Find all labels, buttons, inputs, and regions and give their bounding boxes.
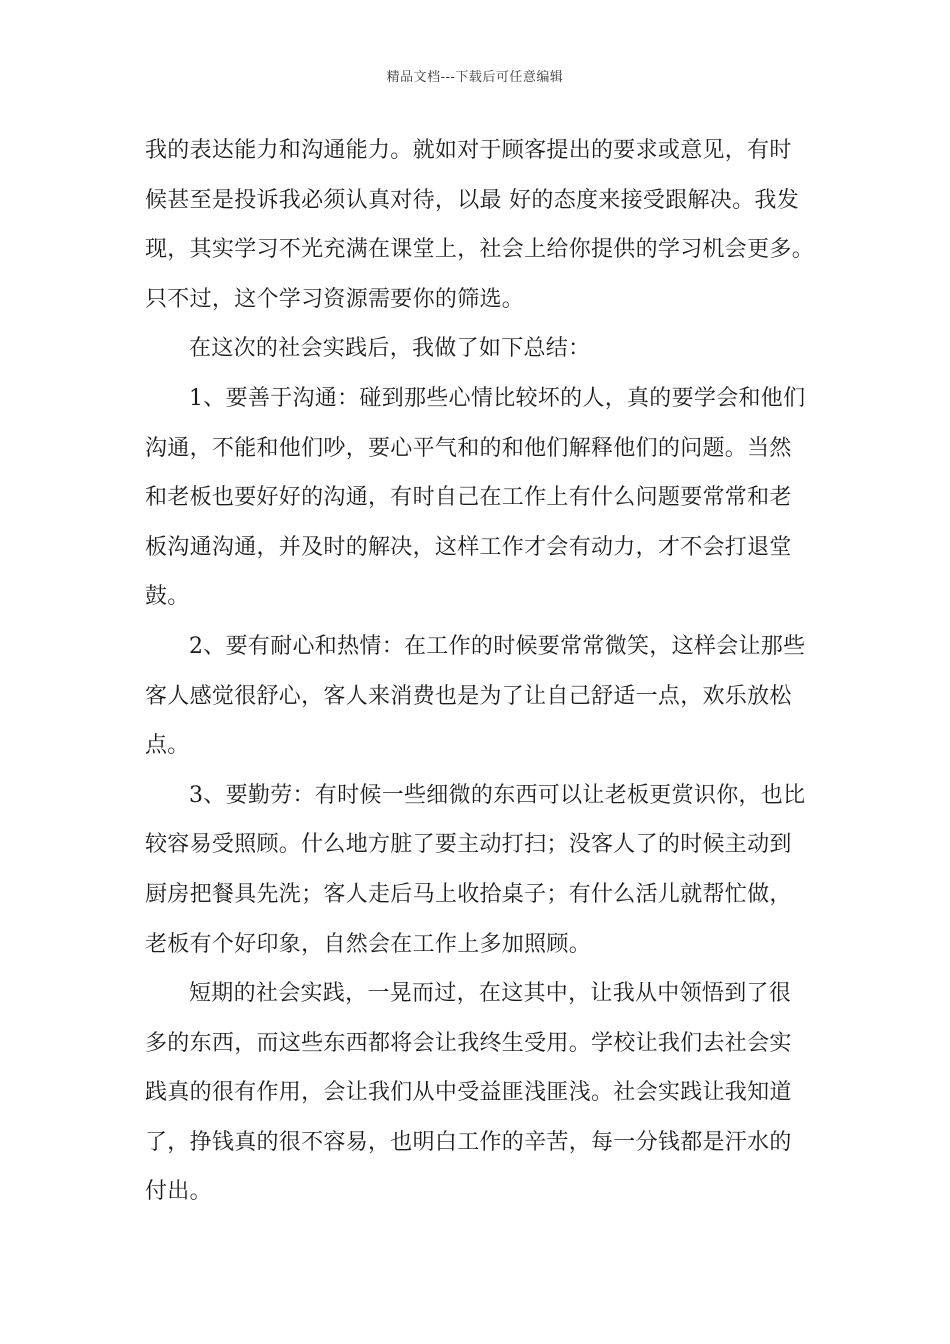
body-line: 我的表达能力和沟通能力。就如对于顾客提出的要求或意见，有时 (145, 138, 792, 163)
body-line: 老板有个好印象，自然会在工作上多加照顾。 (145, 931, 592, 957)
body-line: 客人感觉很舒心，客人来消费也是为了让自己舒适一点，欢乐放松 (145, 683, 792, 709)
body-line: 和老板也要好好的沟通，有时自己在工作上有什么问题要常常和老 (145, 485, 792, 511)
body-line: 付出。 (145, 1179, 212, 1205)
body-line: 厨房把餐具先洗；客人走后马上收拾桌子；有什么活儿就帮忙做， (145, 881, 792, 907)
body-line: 候甚至是投诉我必须认真对待，以最 好的态度来接受跟解决。我发 (145, 187, 799, 213)
document-body (145, 133, 825, 1224)
paragraph-first-line: 3、要勤劳：有时候一些细微的东西可以让老板更赏识你，也比 (189, 782, 806, 808)
body-line: 板沟通沟通，并及时的解决，这样工作才会有动力，才不会打退堂 (145, 534, 792, 560)
body-line: 多的东西，而这些东西都将会让我终生受用。学校让我们去社会实 (145, 1030, 792, 1056)
paragraph-first-line: 在这次的社会实践后，我做了如下总结： (189, 336, 591, 362)
paragraph-first-line: 短期的社会实践，一晃而过，在这其中，让我从中领悟到了很 (189, 981, 792, 1007)
body-line: 鼓。 (145, 584, 190, 610)
paragraph-first-line: 2、要有耐心和热情：在工作的时候要常常微笑，这样会让那些 (189, 633, 806, 659)
body-line: 践真的很有作用，会让我们从中受益匪浅匪浅。社会实践让我知道 (145, 1080, 792, 1106)
paragraph-first-line: 1、要善于沟通：碰到那些心情比较坏的人，真的要学会和他们 (189, 385, 806, 411)
body-line: 现，其实学习不光充满在课堂上，社会上给你提供的学习机会更多。 (145, 237, 815, 263)
body-line: 较容易受照顾。什么地方脏了要主动打扫；没客人了的时候主动到 (145, 832, 792, 858)
body-line: 了，挣钱真的很不容易，也明白工作的辛苦，每一分钱都是汗水的 (145, 1129, 792, 1155)
page-header: 精品文档---下载后可任意编辑 (386, 70, 564, 85)
body-line: 点。 (145, 733, 190, 759)
body-line: 沟通，不能和他们吵，要心平气和的和他们解释他们的问题。当然 (145, 435, 792, 461)
body-line: 只不过，这个学习资源需要你的筛选。 (145, 286, 525, 312)
